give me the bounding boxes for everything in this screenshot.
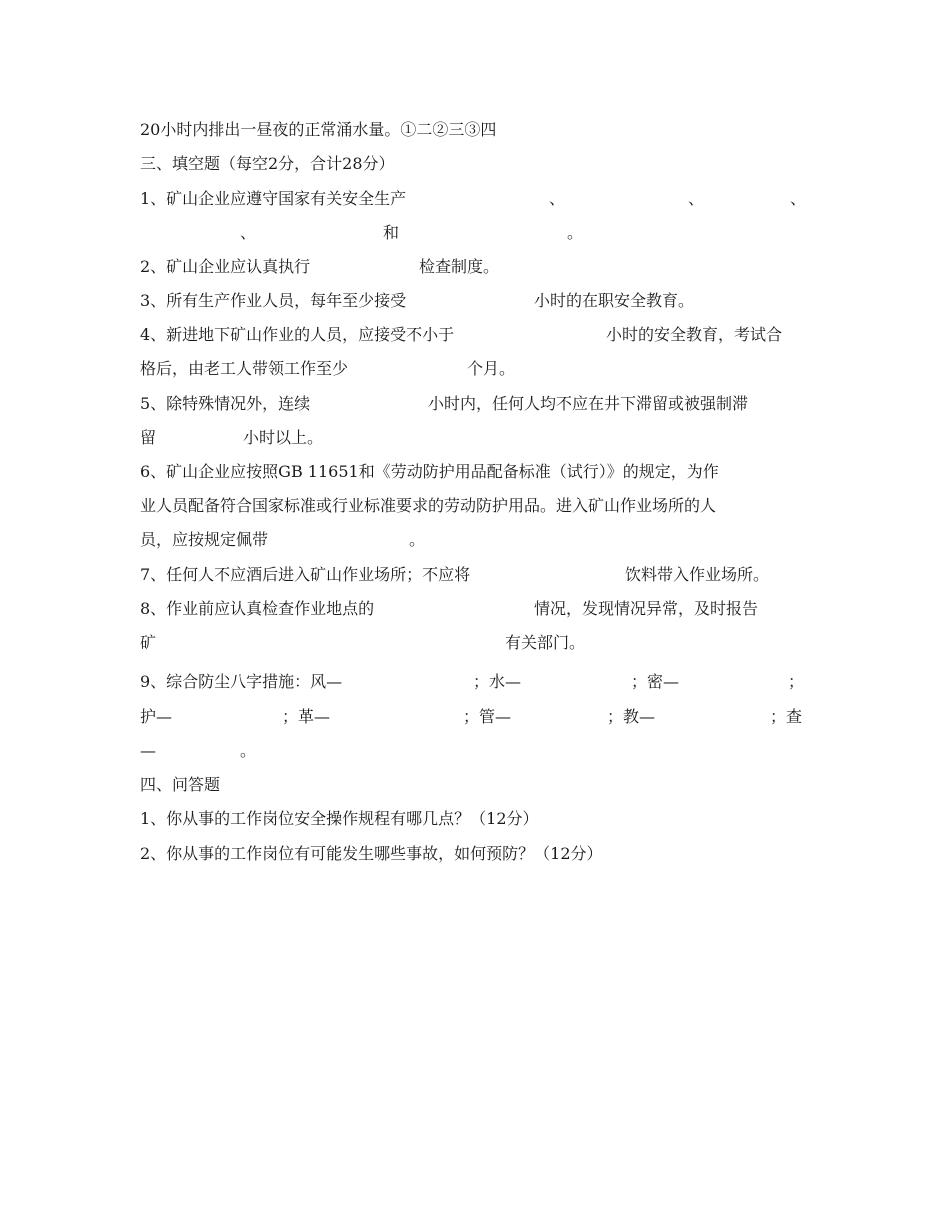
question-1-separator: 、 bbox=[688, 189, 705, 208]
question-9-educate: ；教— bbox=[607, 707, 656, 726]
question-6-end: 。 bbox=[409, 530, 426, 549]
question-6-text: 6、矿山企业应按照GB 11651和《劳动防护用品配备标准（试行）》的规定，为作 bbox=[140, 462, 719, 481]
question-5-text: 5、除特殊情况外，连续 bbox=[140, 394, 311, 413]
question-4-line-2: 格后，由老工人带领工作至少 bbox=[140, 359, 349, 378]
question-8-tail: 情况，发现情况异常，及时报告 bbox=[534, 599, 759, 618]
question-1-end: 。 bbox=[567, 223, 584, 242]
question-4-text: 4、新进地下矿山作业的人员，应接受不小于 bbox=[140, 325, 455, 344]
section-heading-qa: 四、问答题 bbox=[140, 775, 221, 794]
question-3-tail: 小时的在职安全教育。 bbox=[534, 291, 695, 310]
question-5-line-2-tail: 小时以上。 bbox=[243, 428, 324, 447]
question-1-separator: 、 bbox=[790, 189, 807, 208]
question-1-separator: 、 bbox=[549, 189, 566, 208]
question-6-line-3: 员，应按规定佩带 bbox=[140, 530, 269, 549]
question-4-tail: 小时的安全教育，考试合 bbox=[606, 325, 783, 344]
question-5-tail: 小时内，任何人均不应在井下滞留或被强制滞 bbox=[428, 394, 749, 413]
question-6-line-2: 业人员配备符合国家标准或行业标准要求的劳动防护用品。进入矿山作业场所的人 bbox=[140, 496, 717, 515]
question-9-inspect: ；查 bbox=[770, 707, 803, 726]
question-9-reform: ；革— bbox=[282, 707, 331, 726]
question-9-text: 9、综合防尘八字措施：风— bbox=[140, 672, 343, 691]
question-1-and: 和 bbox=[383, 223, 400, 242]
question-1-separator: 、 bbox=[240, 223, 257, 242]
qa-question-1: 1、你从事的工作岗位安全操作规程有哪几点？（12分） bbox=[140, 809, 539, 828]
question-1-text: 1、矿山企业应遵守国家有关安全生产 bbox=[140, 189, 407, 208]
question-9-semicolon: ； bbox=[788, 672, 805, 691]
question-9-line-3: — bbox=[140, 741, 156, 760]
question-2-text: 2、矿山企业应认真执行 bbox=[140, 257, 311, 276]
question-2-tail: 检查制度。 bbox=[419, 257, 500, 276]
question-8-text: 8、作业前应认真检查作业地点的 bbox=[140, 599, 375, 618]
text-line: 20小时内排出一昼夜的正常涌水量。①二②三③四 bbox=[140, 120, 497, 139]
question-7-text: 7、任何人不应酒后进入矿山作业场所；不应将 bbox=[140, 565, 471, 584]
question-9-line-2: 护— bbox=[140, 707, 173, 726]
question-5-line-2: 留 bbox=[140, 428, 157, 447]
question-4-line-2-tail: 个月。 bbox=[467, 359, 516, 378]
question-9-seal: ；密— bbox=[631, 672, 680, 691]
question-9-manage: ；管— bbox=[463, 707, 512, 726]
question-8-line-2: 矿 bbox=[140, 633, 157, 652]
question-7-tail: 饮料带入作业场所。 bbox=[625, 565, 770, 584]
section-heading-fill-blank: 三、填空题（每空2分，合计28分） bbox=[140, 154, 395, 173]
qa-question-2: 2、你从事的工作岗位有可能发生哪些事故，如何预防？（12分） bbox=[140, 844, 603, 863]
question-9-end: 。 bbox=[240, 741, 257, 760]
question-3-text: 3、所有生产作业人员，每年至少接受 bbox=[140, 291, 407, 310]
question-8-line-2-tail: 有关部门。 bbox=[505, 633, 586, 652]
question-9-water: ；水— bbox=[473, 672, 522, 691]
